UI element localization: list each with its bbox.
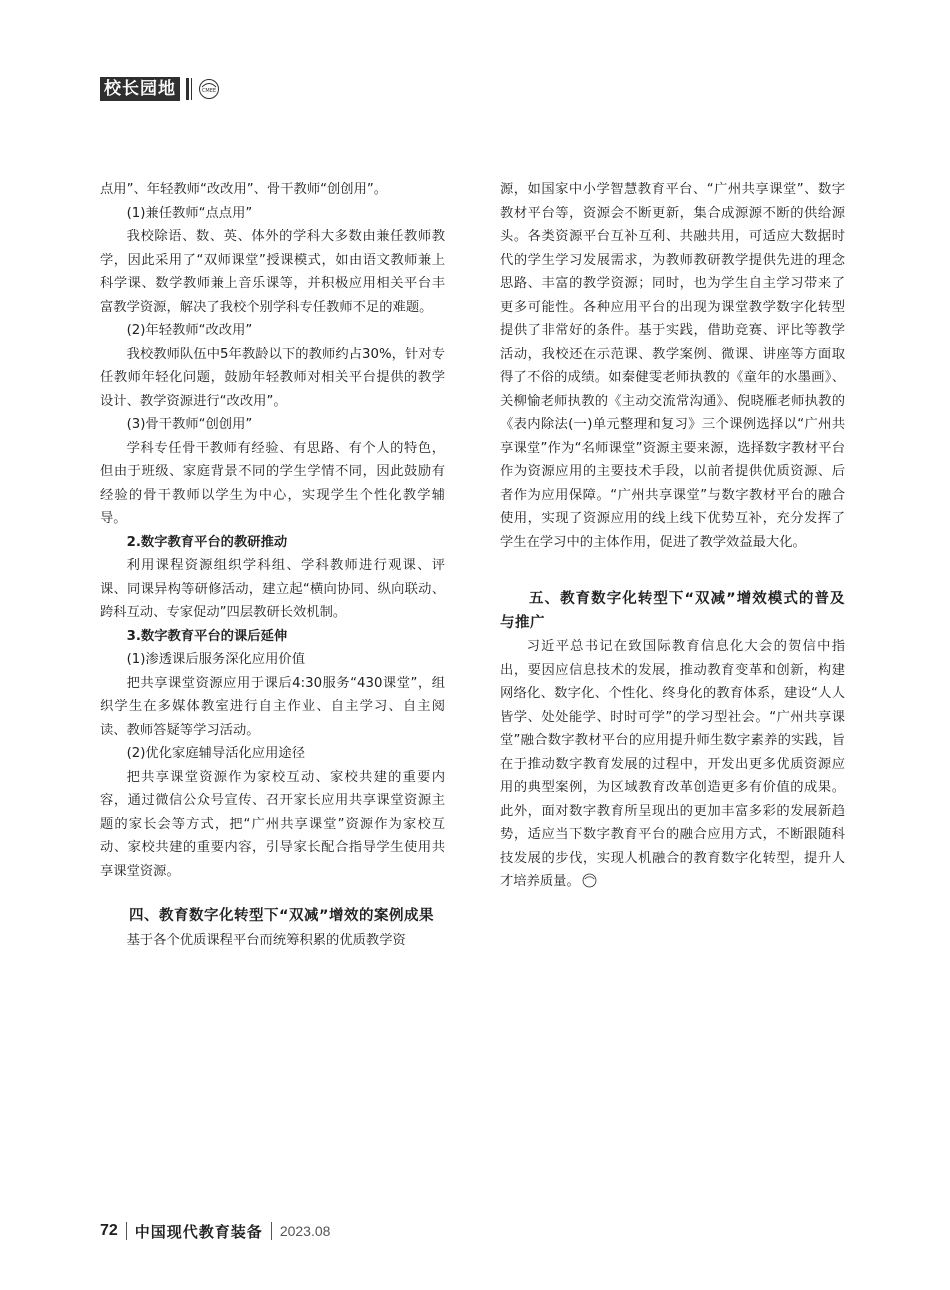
paragraph: 源，如国家中小学智慧教育平台、“广州共享课堂”、数字教材平台等，资源会不断更新，集合成源源不断的供给源头。各类资源平台互补互利、共融共用，可适应大数据时代的学生学习发展需求，为教师教研教学提供先进的理念思路、丰富的教学资源；同时，也为学生自主学习带来了更多可能性。各种应用平台的出现为课堂教学数字化转型提供了非常好的条件。基于实践，借助竞赛、评比等教学活动，我校还在示范课、教学案例、微课、讲座等方面取得了不俗的成绩。如秦健雯老师执教的《童年的水墨画》、关柳愉老师执教的《主动交流常沟通》、倪晓雁老师执教的《表内除法(一)单元整理和复习》三个课例选择以“广州共享课堂”作为“名师课堂”资源主要来源，选择数字教材平台作为资源应用的主要技术手段，以前者提供优质资源、后者作为应用保障。“广州共享课堂”与数字教材平台的融合使用，实现了资源应用的线上线下优势互补，充分发挥了学生在学习中的主体作用，促进了教学效益最大化。 bbox=[500, 182, 845, 550]
paragraph: 点用”、年轻教师“改改用”、骨干教师“创创用”。 bbox=[100, 182, 388, 197]
subheading: (2)优化家庭辅导活化应用途径 bbox=[126, 746, 305, 761]
subheading: (2)年轻教师“改改用” bbox=[126, 323, 253, 338]
subheading: (3)骨干教师“创创用” bbox=[126, 417, 253, 432]
issue-date: 2023.08 bbox=[279, 1223, 331, 1239]
section-label: 校长园地 bbox=[100, 77, 180, 101]
paragraph: 我校教师队伍中5年教龄以下的教师约占30%，针对专任教师年轻化问题，鼓励年轻教师对相关平台提供的教学设计、教学资源进行“改改用”。 bbox=[100, 346, 445, 409]
footer-divider bbox=[126, 1222, 127, 1240]
cmee-end-mark-icon bbox=[582, 873, 597, 888]
paragraph: 把共享课堂资源作为家校互动、家校共建的重要内容，通过微信公众号宣传、召开家长应用共享课堂资源主题的家长会等方式，把“广州共享课堂”资源作为家校互动、家校共建的重要内容，引导家长配合指导学生使用共享课堂资源。 bbox=[100, 769, 445, 879]
paragraph: 学科专任骨干教师有经验、有思路、有个人的特色，但由于班级、家庭背景不同的学生学情不同，因此鼓励有经验的骨干教师以学生为中心，实现学生个性化教学辅导。 bbox=[100, 440, 445, 526]
paragraph: 把共享课堂资源应用于课后4:30服务“430课堂”，组织学生在多媒体教室进行自主作业、自主学习、自主阅读、教师答疑等学习活动。 bbox=[100, 675, 445, 738]
cmee-logo-icon bbox=[198, 78, 220, 100]
right-column bbox=[500, 178, 845, 894]
subheading: (1)兼任教师“点点用” bbox=[126, 205, 253, 221]
subsection-heading: 2.数字教育平台的教研推动 bbox=[126, 534, 288, 550]
journal-name: 中国现代教育装备 bbox=[134, 1222, 263, 1241]
left-column bbox=[100, 178, 445, 952]
paragraph-text: 习近平总书记在致国际教育信息化大会的贺信中指出，要因应信息技术的发展，推动教育变革和创新，构建网络化、数字化、个性化、终身化的教育体系，建设“人人皆学、处处能学、时时可学”的学习型社会。“广州共享课堂”融合数字教材平台的应用提升师生数字素养的实践，旨在于推动数字教育发展的过程中，开发出更多优质资源应用的典型案例，为区域教育改革创造更多有价值的成果。此外，面对数字教育所呈现出的更加丰富多彩的发展新趋势，适应当下数字教育平台的融合应用方式，不断跟随科技发展的步伐，实现人机融合的教育数字化转型，提升人才培养质量。 bbox=[500, 639, 845, 889]
section-heading: 五、教育数字化转型下“双减”增效模式的普及与推广 bbox=[500, 591, 845, 631]
footer-divider bbox=[271, 1222, 272, 1240]
page-number: 72 bbox=[100, 1222, 118, 1239]
paragraph: 基于各个优质课程平台而统筹积累的优质教学资 bbox=[126, 932, 406, 948]
page-footer bbox=[100, 1220, 330, 1242]
subsection-heading: 3.数字教育平台的课后延伸 bbox=[126, 628, 288, 644]
svg-text:CMEE: CMEE bbox=[201, 88, 217, 94]
header-divider bbox=[186, 78, 189, 100]
header-divider-thin bbox=[191, 78, 192, 100]
paragraph bbox=[500, 635, 845, 894]
subheading: (1)渗透课后服务深化应用价值 bbox=[126, 652, 305, 667]
section-heading: 四、教育数字化转型下“双减”增效的案例成果 bbox=[129, 908, 435, 924]
paragraph: 我校除语、数、英、体外的学科大多数由兼任教师教学，因此采用了“双师课堂”授课模式，如由语文教师兼上科学课、数学教师兼上音乐课等，并积极应用相关平台丰富教学资源，解决了我校个别学科专任教师不足的难题。 bbox=[100, 229, 445, 315]
paragraph: 利用课程资源组织学科组、学科教师进行观课、评课、同课异构等研修活动，建立起“横向协同、纵向联动、跨科互动、专家促动”四层教研长效机制。 bbox=[100, 558, 445, 620]
page-header bbox=[100, 76, 220, 102]
